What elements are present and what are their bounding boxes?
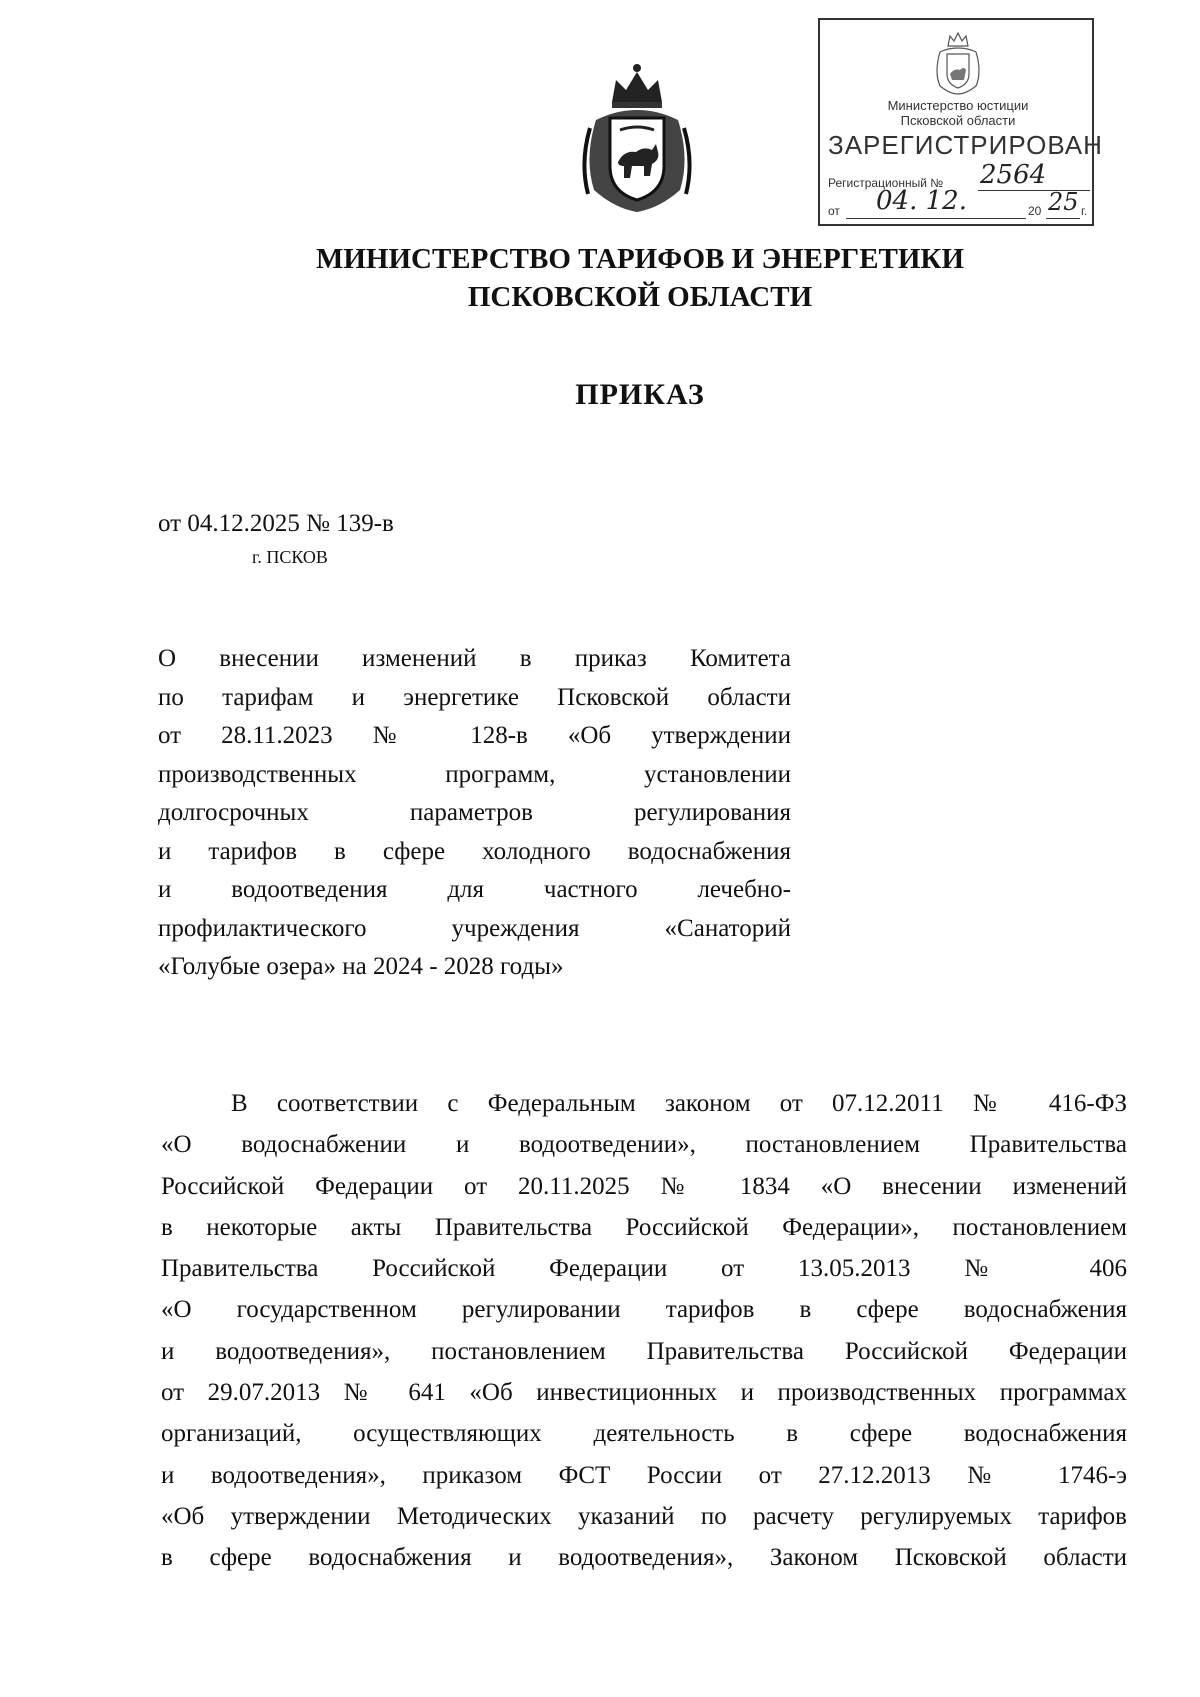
body-line: Российской Федерации от 20.11.2025 № 1834 «О внесении изменений: [161, 1172, 1127, 1200]
subject-line: «Голубые озера» на 2024 - 2028 годы»: [158, 953, 564, 980]
registration-stamp: [818, 18, 1103, 226]
ministry-line-2: ПСКОВСКОЙ ОБЛАСТИ: [467, 281, 813, 313]
ministry-heading: [200, 240, 1080, 316]
order-date-number: от 04.12.2025 № 139-в: [158, 510, 394, 537]
body-line: и водоотведения», постановлением Правительства Российской Федерации: [161, 1337, 1127, 1365]
body-line: «Об утверждении Методических указаний по расчету регулируемых тарифов: [161, 1502, 1127, 1530]
order-city: г. ПСКОВ: [252, 547, 328, 567]
subject-line: и тарифов в сфере холодного водоснабжения: [158, 837, 791, 865]
stamp-year-handwritten: 25: [1048, 188, 1079, 216]
stamp-region-line: Псковской области: [900, 113, 1016, 128]
document-type-title: ПРИКАЗ: [575, 378, 705, 411]
stamp-number-label: Регистрационный №: [828, 176, 944, 190]
ministry-line-1: МИНИСТЕРСТВО ТАРИФОВ И ЭНЕРГЕТИКИ: [315, 243, 965, 275]
body-line: в сфере водоснабжения и водоотведения», Законом Псковской области: [161, 1544, 1127, 1572]
order-subject: [158, 640, 791, 987]
body-line: в некоторые акты Правительства Российской Федерации», постановлением: [161, 1213, 1127, 1241]
body-line: организаций, осуществляющих деятельность в сфере водоснабжения: [161, 1420, 1127, 1448]
body-line: «О государственном регулировании тарифов в сфере водоснабжения: [161, 1296, 1127, 1324]
subject-line: производственных программ, установлении: [158, 760, 791, 788]
stamp-number-handwritten: 2564: [980, 160, 1047, 190]
body-line: В соответствии с Федеральным законом от 07.12.2011 № 416-ФЗ: [231, 1090, 1127, 1117]
stamp-date-underline: [846, 218, 1026, 219]
body-line: «О водоснабжении и водоотведении», постановлением Правительства: [161, 1131, 1127, 1159]
body-line: Правительства Российской Федерации от 13.05.2013 № 406: [161, 1255, 1127, 1283]
coat-of-arms-emblem: [578, 58, 696, 216]
stamp-year-prefix: 20: [1028, 204, 1042, 218]
stamp-date-handwritten: 04. 12.: [876, 186, 967, 216]
subject-line: профилактического учреждения «Санаторий: [158, 914, 791, 942]
body-line: и водоотведения», приказом ФСТ России от 27.12.2013 № 1746-э: [161, 1461, 1127, 1489]
stamp-date-row: [828, 186, 1090, 222]
subject-line: долгосрочных параметров регулирования: [158, 799, 791, 826]
order-body-paragraph: [161, 1083, 1127, 1579]
stamp-year-underline: [1046, 218, 1080, 219]
stamp-registered-label: ЗАРЕГИСТРИРОВАН: [828, 130, 1103, 160]
subject-line: по тарифам и энергетике Псковской области: [158, 683, 791, 711]
stamp-date-prefix: от: [828, 204, 840, 218]
stamp-emblem-icon: [932, 30, 984, 96]
subject-line: и водоотведения для частного лечебно-: [158, 876, 791, 903]
body-line: от 29.07.2013 № 641 «Об инвестиционных и производственных программах: [161, 1379, 1127, 1407]
subject-line: О внесении изменений в приказ Комитета: [158, 645, 791, 672]
subject-line: от 28.11.2023 № 128-в «Об утверждении: [158, 722, 791, 749]
stamp-ministry-line: Министерство юстиции: [887, 98, 1029, 113]
stamp-year-unit: г.: [1081, 204, 1088, 218]
